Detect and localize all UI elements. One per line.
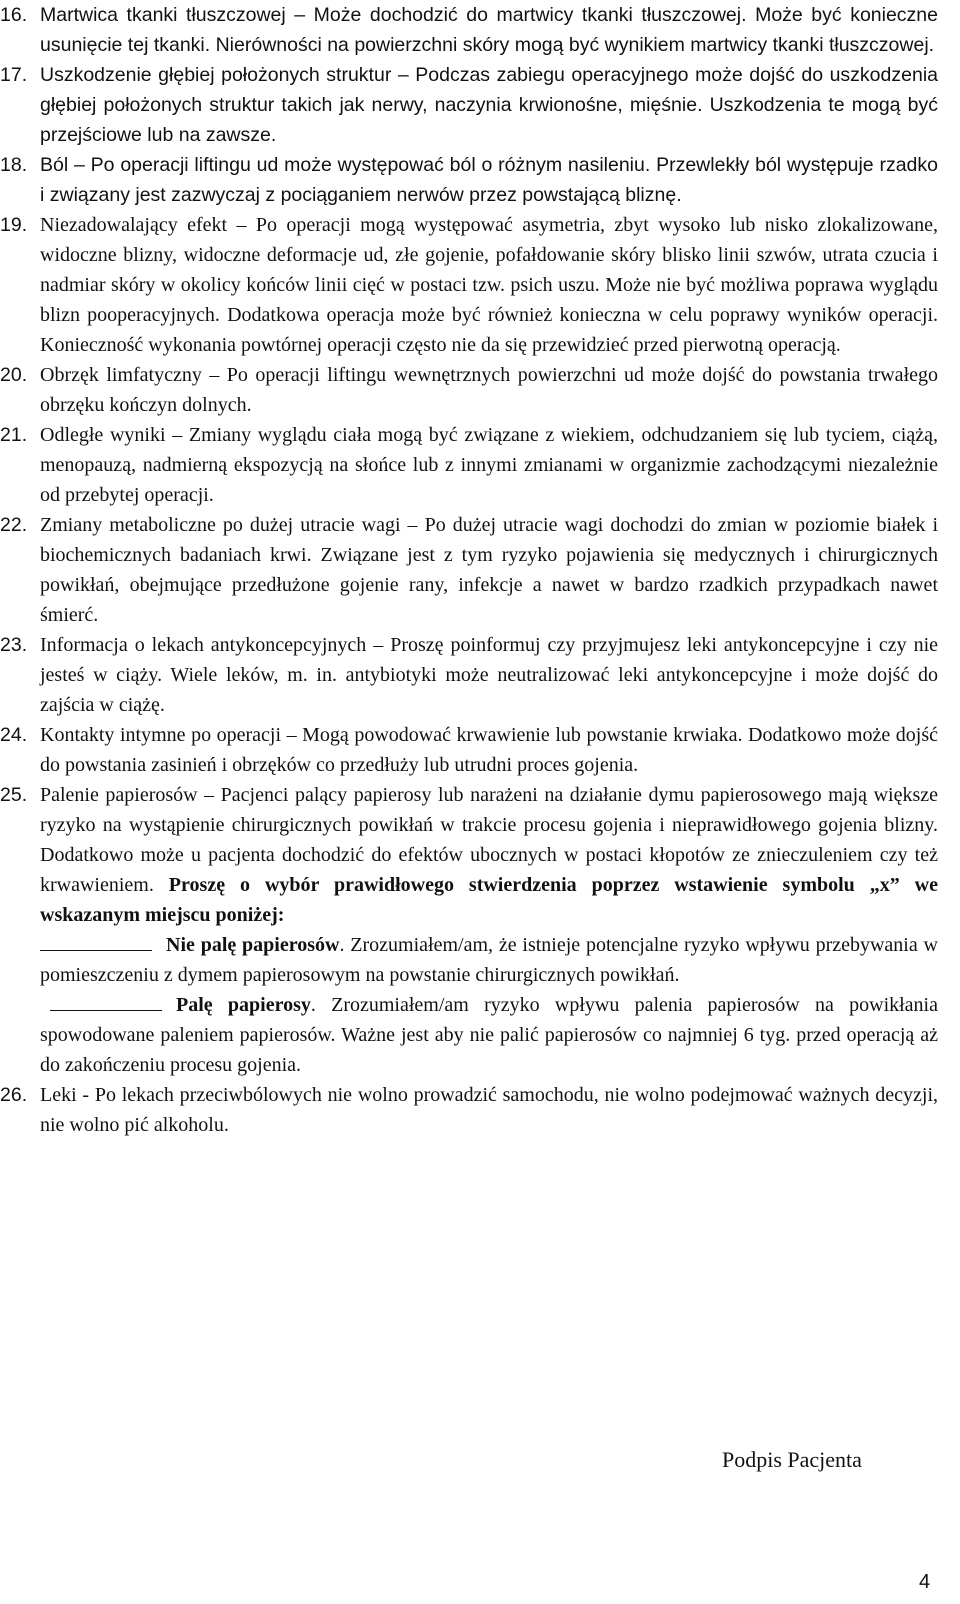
item-text: Uszkodzenie głębiej położonych struktur – Podczas zabiegu operacyjnego może dojść do uszkodzenia głębiej położonych struktur takich jak nerwy, naczynia krwionośne, mięśnie. Uszkodzenia te mogą być przejściowe lub na zawsze. — [40, 64, 938, 146]
item-number: 21. — [0, 424, 28, 446]
option-non-smoker — [40, 930, 938, 990]
answer-blank-non-smoker[interactable] — [40, 930, 152, 951]
item-number: 24. — [0, 724, 28, 746]
list-item-21 — [0, 420, 960, 510]
list-item-17 — [0, 60, 960, 150]
option-label: Nie palę papierosów — [166, 934, 340, 956]
option-text: . Zrozumiałem/am, że istnieje potencjalne ryzyko wpływu przebywania w pomieszczeniu z dymem papierosowym na powstanie chirurgicznych powikłań. — [40, 934, 938, 986]
list-item-18 — [0, 150, 960, 210]
option-label: Palę papierosy — [176, 994, 311, 1016]
item-text: Niezadowalający efekt – Po operacji mogą występować asymetria, zbyt wysoko lub nisko zlokalizowane, widoczne blizny, widoczne deformacje ud, złe gojenie, pofałdowanie skóry blisko linii szwów, utrata czucia i nadmiar skóry w okolicy końców linii cięć w postaci tzw. psich uszu. Może nie być możliwa poprawa wyglądu blizn pooperacyjnych. Dodatkowa operacja może być również konieczna w celu poprawy wyników operacji. Konieczność wykonania powtórnej operacji często nie da się przewidzieć przed pierwotną operacją. — [40, 214, 938, 356]
option-text: . Zrozumiałem/am ryzyko wpływu palenia papierosów na powikłania spowodowane paleniem papierosów. Ważne jest aby nie palić papierosów co najmniej 6 tyg. przed operacją aż do zakończeniu procesu gojenia. — [40, 994, 938, 1076]
answer-blank-smoker[interactable] — [50, 990, 162, 1011]
list-item-20 — [0, 360, 960, 420]
item-number: 17. — [0, 64, 28, 86]
page-number: 4 — [919, 1571, 931, 1593]
patient-signature-label: Podpis Pacjenta — [722, 1447, 862, 1472]
item-text: Odległe wyniki – Zmiany wyglądu ciała mogą być związane z wiekiem, odchudzaniem się lub tyciem, ciążą, menopauzą, nadmierną ekspozycją na słońce lub z innymi zmianami w organizmie zachodzącymi niezależnie od przebytej operacji. — [40, 424, 938, 506]
item-text: Zmiany metaboliczne po dużej utracie wagi – Po dużej utracie wagi dochodzi do zmian w poziomie białek i biochemicznych badaniach krwi. Związane jest z tym ryzyko pojawienia się medycznych i chirurgicznych powikłań, obejmujące przedłużone gojenie rany, infekcje a nawet w bardzo rzadkich przypadkach nawet śmierć. — [40, 514, 938, 626]
item-number: 18. — [0, 154, 28, 176]
item-text: Palenie papierosów – Pacjenci palący papierosy lub narażeni na działanie dymu papierosowego mają większe ryzyko na wystąpienie chirurgicznych powikłań w trakcie procesu gojenia i nieprawidłowego gojenia blizny. Dodatkowo może u pacjenta dochodzić do efektów ubocznych w postaci kłopotów ze znieczuleniem czy też krwawieniem. — [40, 784, 938, 896]
item-number: 26. — [0, 1084, 28, 1106]
item-number: 20. — [0, 364, 28, 386]
list-item-22 — [0, 510, 960, 630]
list-item-19 — [0, 210, 960, 360]
item-text: Informacja o lekach antykoncepcyjnych – Proszę poinformuj czy przyjmujesz leki antykoncepcyjne i czy nie jesteś w ciąży. Wiele leków, m. in. antybiotyki może neutralizować leki antykoncepcyjne i może dojść do zajścia w ciążę. — [40, 634, 938, 716]
item-text: Ból – Po operacji liftingu ud może występować ból o różnym nasileniu. Przewlekły ból występuje rzadko i związany jest zazwyczaj z pociąganiem nerwów przez powstającą bliznę. — [40, 154, 938, 206]
item-number: 22. — [0, 514, 28, 536]
item-number: 16. — [0, 4, 28, 26]
list-item-26 — [0, 1080, 960, 1140]
item-number: 25. — [0, 784, 28, 806]
list-item-16 — [0, 0, 960, 60]
selection-instruction: Proszę o wybór prawidłowego stwierdzenia poprzez wstawienie symbolu „x” we wskazanym miejscu poniżej: — [40, 874, 938, 926]
item-text: Kontakty intymne po operacji – Mogą powodować krwawienie lub powstanie krwiaka. Dodatkowo może dojść do powstania zasinień i obrzęków co przedłuży lub utrudni proces gojenia. — [40, 724, 938, 776]
item-text-lead: Martwica tkanki tłuszczowej – Może dochodzić do martwicy tkanki tłuszczowej. — [40, 4, 747, 26]
item-text: Obrzęk limfatyczny – Po operacji liftingu wewnętrznych powierzchni ud może dojść do powstania trwałego obrzęku kończyn dolnych. — [40, 364, 938, 416]
item-number: 19. — [0, 214, 28, 236]
list-item-23 — [0, 630, 960, 720]
list-item-25 — [0, 780, 960, 1080]
item-number: 23. — [0, 634, 28, 656]
item-text: Może być konieczne usunięcie tej tkanki. Nierówności na powierzchni skóry mogą być wynikiem martwicy tkanki tłuszczowej. — [40, 4, 938, 56]
list-item-24 — [0, 720, 960, 780]
item-text: Leki - Po lekach przeciwbólowych nie wolno prowadzić samochodu, nie wolno podejmować ważnych decyzji, nie wolno pić alkoholu. — [40, 1084, 938, 1136]
option-smoker — [40, 990, 938, 1080]
